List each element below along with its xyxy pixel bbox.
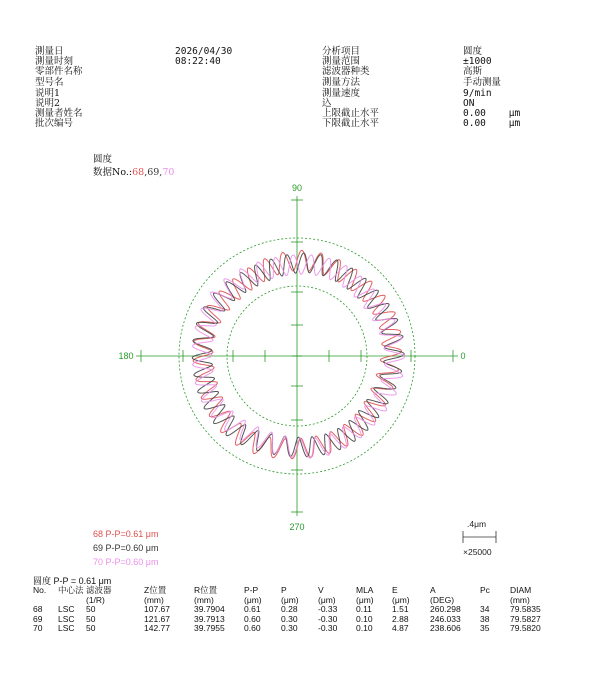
label-model-name: 型号名 [35,77,64,88]
label-measure-date: 測量日 [35,46,64,57]
table-cell: 0.61 [244,604,261,614]
table-cell: (mm) [510,594,530,605]
table-cell: 238.606 [430,623,461,633]
value-measure-range: ±1000 [463,56,492,67]
magnification-label: ×25000 [463,547,492,557]
table-cell: LSC [58,623,75,633]
legend-series-69: 69 P-P=0.60 μm [93,543,159,553]
angle-label-270: 270 [289,522,305,532]
table-cell: 0.10 [356,623,373,633]
label-batch: 批次编号 [35,118,74,129]
table-row [33,624,550,634]
table-cell: 79.5827 [510,613,541,624]
table-cell: 0.30 [281,613,298,624]
value-measure-speed: 9/min [463,88,492,99]
table-cell: 39.7904 [194,604,225,614]
label-lower-cutoff: 下限截止水平 [322,118,380,129]
value-lower-cutoff: 0.00 μm [463,118,521,129]
table-cell: -0.30 [318,623,338,633]
profile-traces [192,250,404,458]
table-cell: 68 [33,604,43,614]
table-cell: 50 [86,623,96,633]
table-cell: 0.11 [356,604,372,614]
table-cell: 38 [480,613,490,624]
table-cell: 79.5835 [510,604,541,614]
table-cell: No. [33,585,47,595]
table-cell: 107.67 [144,604,170,614]
table-cell: Pc [480,585,490,595]
label-upper-cutoff: 上限截止水平 [322,108,380,119]
data-number-prefix: 数据No.: [93,167,133,178]
table-cell: 滤波器 [86,585,112,595]
table-cell: 0.28 [281,604,298,614]
table-cell: 246.033 [430,613,461,624]
angle-label-90: 90 [291,183,303,193]
table-cell: 260.298 [430,604,461,614]
polar-grid [136,196,458,516]
plot-title: 圆度 [93,154,113,165]
label-note1: 说明1 [35,88,61,99]
table-cell: (μm) [244,594,262,605]
table-cell: A [430,585,436,595]
label-analysis-item: 分析项目 [322,46,361,57]
value-filter-type: 高斯 [463,66,483,77]
table-cell: (μm) [318,594,336,605]
value-measure-date: 2026/04/30 [175,46,233,57]
table-cell: (mm) [194,594,214,605]
table-cell: 50 [86,613,96,624]
table-cell: R位置 [194,585,218,595]
value-upper-cutoff: 0.00 μm [463,108,521,119]
table-cell: (μm) [356,594,374,605]
table-cell: (μm) [281,594,299,605]
table-cell: 35 [480,623,490,633]
legend-series-70: 70 P-P=0.60 μm [93,557,159,567]
label-measure-method: 測量方法 [322,77,361,88]
table-cell: 79.5820 [510,623,541,633]
table-cell: 0.60 [244,613,261,624]
table-cell: P [281,585,287,595]
table-cell: 2.88 [392,613,409,624]
label-part-name: 零部件名称 [35,66,83,77]
table-cell: LSC [58,604,75,614]
table-cell: 39.7955 [194,623,225,633]
label-measure-range: 測量范围 [322,56,361,67]
trace-series-70 [193,255,405,458]
scale-bar [463,531,496,543]
table-cell: 中心法 [58,585,84,595]
data-number-68: 68 [132,167,145,178]
table-cell: 0.30 [281,623,298,633]
results-summary: 圆度 P-P = 0.61 μm [33,576,112,586]
table-cell: 0.60 [244,623,261,633]
value-analysis-item: 圆度 [463,46,483,57]
label-note2: 说明2 [35,98,61,109]
table-cell: 69 [33,613,43,624]
scale-bar-value: .4μm [467,519,487,529]
data-number-69: ,69, [144,167,163,178]
results-table [33,586,550,634]
table-cell: 50 [86,604,96,614]
angle-label-180: 180 [118,351,134,361]
legend-series-68: 68 P-P=0.61 μm [93,529,159,539]
table-cell: V [318,585,324,595]
table-cell: 0.10 [356,613,373,624]
table-cell: -0.30 [318,613,338,624]
label-operator: 测量者姓名 [35,108,83,119]
table-cell: 70 [33,623,43,633]
table-cell: LSC [58,613,75,624]
table-cell: DIAM [510,585,532,595]
label-measure-time: 測量时刻 [35,56,74,67]
table-cell: P-P [244,585,259,595]
table-cell: (1/R) [86,594,105,605]
table-cell: -0.33 [318,604,338,614]
table-cell: 34 [480,604,490,614]
table-cell: 121.67 [144,613,170,624]
table-cell: 39.7913 [194,613,225,624]
label-komi: 込 [322,98,332,109]
table-cell: MLA [356,585,374,595]
table-cell: Z位置 [144,585,167,595]
value-measure-time: 08:22:40 [175,56,221,67]
table-cell: E [392,585,398,595]
table-cell: 142.77 [144,623,170,633]
value-komi: ON [463,98,475,109]
table-cell: 1.51 [392,604,409,614]
table-cell: (DEG) [430,594,455,605]
label-filter-type: 滤波器种类 [322,66,370,77]
table-cell: (mm) [144,594,164,605]
table-cell: 4.87 [392,623,409,633]
table-cell: (μm) [392,594,410,605]
label-measure-speed: 測量速度 [322,88,361,99]
value-measure-method: 手动测量 [463,77,502,88]
data-number-70: 70 [162,167,175,178]
angle-label-0: 0 [460,351,466,361]
